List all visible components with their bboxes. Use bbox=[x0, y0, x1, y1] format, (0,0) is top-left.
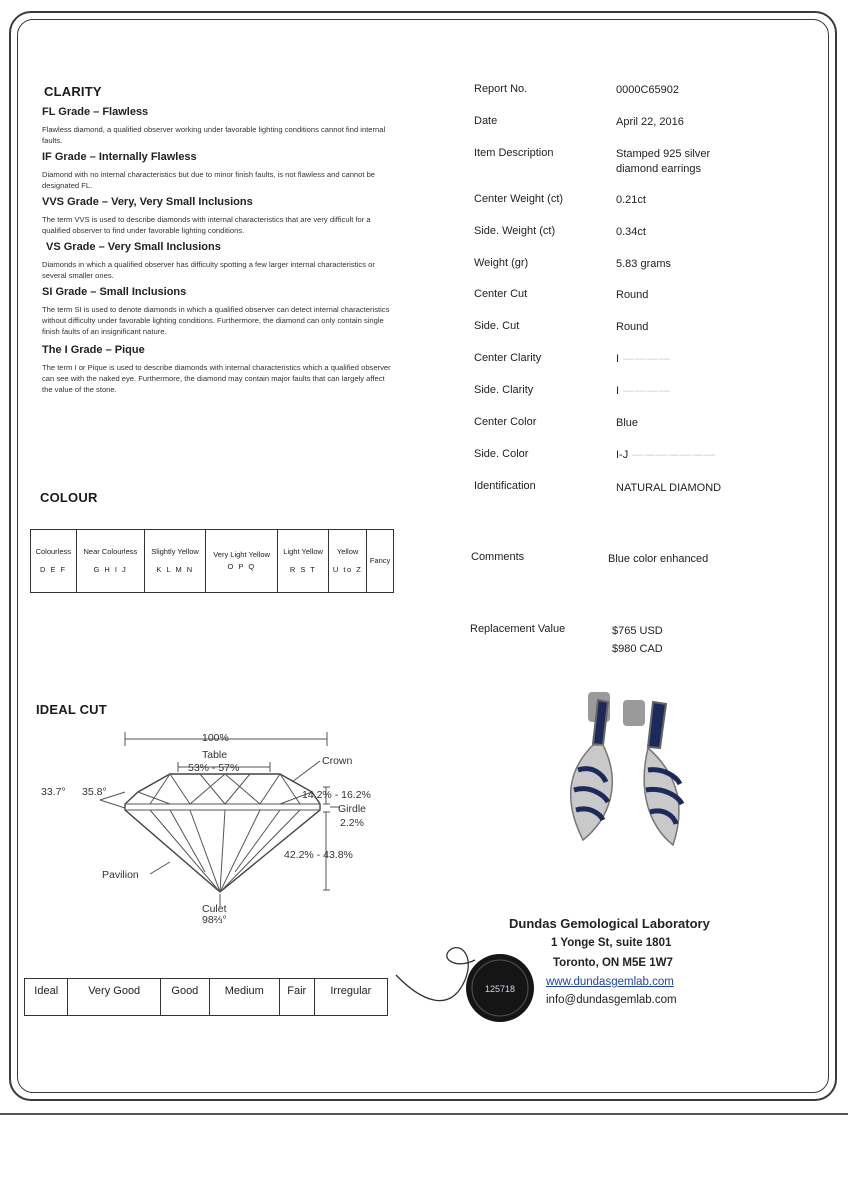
center-weight-value: 0.21ct bbox=[616, 194, 646, 206]
colour-cell: Light Yellow R S T bbox=[278, 530, 329, 593]
diagram-pavilion-label: Pavilion bbox=[102, 869, 139, 881]
weight-gr-value: 5.83 grams bbox=[616, 258, 672, 270]
diagram-crown-range: 14.2% - 16.2% bbox=[302, 789, 371, 801]
replacement-usd: $765 USD bbox=[612, 625, 663, 637]
center-clarity-value: I ———— bbox=[616, 353, 672, 365]
diagram-table-range: 53% - 57% bbox=[188, 762, 240, 774]
identification-label: Identification bbox=[474, 480, 536, 492]
weight-gr-label: Weight (gr) bbox=[474, 257, 529, 269]
colour-cell: Near Colourless G H I J bbox=[76, 530, 145, 593]
clarity-grade-si-title: SI Grade – Small Inclusions bbox=[42, 286, 187, 298]
clarity-title: CLARITY bbox=[44, 84, 102, 99]
center-weight-label: Center Weight (ct) bbox=[474, 193, 564, 205]
lab-address-2: Toronto, ON M5E 1W7 bbox=[553, 957, 673, 969]
center-color-value: Blue bbox=[616, 417, 639, 429]
clarity-grade-i-title: The I Grade – Pique bbox=[42, 344, 145, 356]
cut-grade-cell: Irregular bbox=[314, 979, 387, 1016]
seal-tag bbox=[390, 930, 560, 1040]
side-clarity-value: I ———— bbox=[616, 385, 672, 397]
side-cut-label: Side. Cut bbox=[474, 320, 520, 332]
report-number-value: 0000C65902 bbox=[616, 84, 680, 96]
item-description-label: Item Description bbox=[474, 147, 554, 159]
lab-website-link[interactable]: www.dundasgemlab.com bbox=[546, 976, 674, 988]
earrings-photo bbox=[548, 690, 708, 860]
colour-title: COLOUR bbox=[40, 490, 98, 505]
diamond-diagram bbox=[30, 722, 400, 932]
side-weight-label: Side. Weight (ct) bbox=[474, 225, 556, 237]
side-color-label: Side. Color bbox=[474, 448, 529, 460]
comments-label: Comments bbox=[471, 551, 525, 563]
cut-grade-table bbox=[24, 978, 388, 1016]
clarity-grade-vvs-desc: The term VVS is used to describe diamonds with internal characteristics that are very difficult for a qualified observer to find under favorable lighting conditions. bbox=[42, 215, 371, 235]
faded-text: ——————— bbox=[628, 449, 717, 461]
center-clarity-label: Center Clarity bbox=[474, 352, 542, 364]
colour-cell: Very Light Yellow O P Q bbox=[205, 530, 277, 593]
colour-scale-table bbox=[30, 529, 394, 593]
faded-text: ———— bbox=[619, 385, 672, 397]
diagram-culet-label: Culet bbox=[202, 903, 227, 915]
diagram-table-label: Table bbox=[202, 749, 228, 761]
side-weight-value: 0.34ct bbox=[616, 226, 646, 238]
seal-number: 125718 bbox=[484, 984, 516, 994]
diagram-girdle-value: 2.2% bbox=[340, 817, 364, 829]
clarity-grade-vs-desc: Diamonds in which a qualified observer has difficulty spotting a few larger internal characteristics or several smaller ones. bbox=[42, 260, 375, 280]
colour-cell: Slightly Yellow K L M N bbox=[145, 530, 206, 593]
identification-value: NATURAL DIAMOND bbox=[616, 482, 722, 494]
clarity-grade-if-desc: Diamond with no internal characteristics but due to minor finish faults, is not flawless and cannot be designated FL. bbox=[42, 170, 376, 190]
diagram-crown-angle-max: 35.8° bbox=[82, 786, 107, 798]
clarity-grade-fl-title: FL Grade – Flawless bbox=[42, 106, 149, 118]
lab-address-1: 1 Yonge St, suite 1801 bbox=[551, 937, 672, 949]
center-cut-value: Round bbox=[616, 289, 649, 301]
cut-grade-cell: Fair bbox=[279, 979, 314, 1016]
date-label: Date bbox=[474, 115, 498, 127]
diagram-labels bbox=[41, 732, 371, 926]
diagram-width-label: 100% bbox=[202, 732, 229, 744]
clarity-grade-vs-title: VS Grade – Very Small Inclusions bbox=[46, 241, 221, 253]
cut-grade-cell: Medium bbox=[209, 979, 279, 1016]
clarity-grade-fl-desc: Flawless diamond, a qualified observer working under favorable lighting conditions cannot find internal faults. bbox=[42, 125, 386, 145]
bottom-rule bbox=[0, 1113, 848, 1115]
clarity-grade-if-title: IF Grade – Internally Flawless bbox=[42, 151, 197, 163]
diagram-crown-label: Crown bbox=[322, 755, 353, 767]
side-cut-value: Round bbox=[616, 321, 649, 333]
cut-grade-cell: Good bbox=[160, 979, 209, 1016]
date-value: April 22, 2016 bbox=[616, 116, 684, 128]
replacement-label: Replacement Value bbox=[470, 623, 566, 635]
faded-text: ———— bbox=[619, 353, 672, 365]
cut-grade-cell: Very Good bbox=[68, 979, 161, 1016]
clarity-grade-i-desc: The term I or Pique is used to describe diamonds with internal characteristics which a qualified observer can see with the naked eye. Furthermore, the diamond may contain major faults that can largely affect the value of the stone. bbox=[42, 363, 391, 394]
replacement-cad: $980 CAD bbox=[612, 643, 663, 655]
diagram-pavilion-range: 42.2% - 43.8% bbox=[284, 849, 353, 861]
diagram-girdle-label: Girdle bbox=[338, 803, 367, 815]
report-number-label: Report No. bbox=[474, 83, 528, 95]
diagram-crown-angle-min: 33.7° bbox=[41, 786, 66, 798]
diagram-culet-angle: 98⅔° bbox=[202, 914, 227, 926]
lab-email: info@dundasgemlab.com bbox=[546, 994, 677, 1006]
side-clarity-label: Side. Clarity bbox=[474, 384, 534, 396]
center-cut-label: Center Cut bbox=[474, 288, 528, 300]
item-description-value: Stamped 925 silver diamond earrings bbox=[616, 148, 711, 175]
colour-cell: Yellow U to Z bbox=[329, 530, 367, 593]
colour-cell: Colourless D E F bbox=[31, 530, 77, 593]
clarity-grade-si-desc: The term SI is used to denote diamonds in which a qualified observer can detect internal characteristics without difficulty under favorable lighting conditions. Furthermore, the diamond can only contain single finish faults of an insignificant nature. bbox=[42, 305, 390, 336]
side-color-value: I-J ——————— bbox=[616, 449, 717, 461]
cut-grade-cell: Ideal bbox=[25, 979, 68, 1016]
comments-value: Blue color enhanced bbox=[608, 553, 709, 565]
clarity-grade-vvs-title: VVS Grade – Very, Very Small Inclusions bbox=[42, 196, 253, 208]
center-color-label: Center Color bbox=[474, 416, 537, 428]
colour-cell: Fancy bbox=[367, 530, 394, 593]
ideal-cut-title: IDEAL CUT bbox=[36, 702, 107, 717]
lab-name: Dundas Gemological Laboratory bbox=[509, 916, 710, 931]
